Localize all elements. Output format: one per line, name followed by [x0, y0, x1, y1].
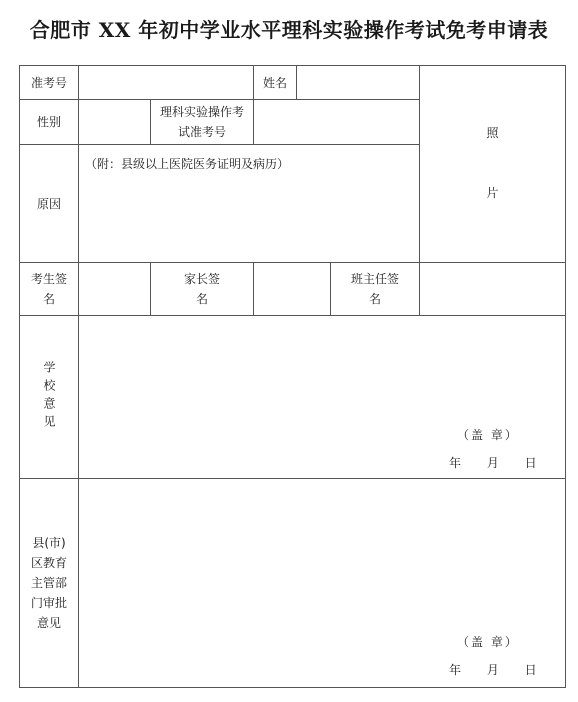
reason-label: 原因 [36, 196, 61, 211]
exam-no-field[interactable] [78, 65, 254, 100]
teacher-sign-field[interactable] [419, 262, 566, 316]
school-seal: （盖 章） [457, 428, 519, 442]
application-form-table [19, 65, 566, 688]
form-title: 合肥市 XX 年初中学业水平理科实验操作考试免考申请表 [29, 18, 549, 42]
district-opinion-field[interactable] [78, 478, 566, 688]
name-field[interactable] [296, 65, 420, 100]
district-date: 年 月 日 [449, 663, 537, 677]
student-sign-field[interactable] [78, 262, 151, 316]
lab-exam-no-field[interactable] [253, 99, 420, 145]
district-opinion-label: 县(市)区教育主管部门审批意见 [30, 536, 67, 630]
photo-label-1: 照 [486, 126, 499, 140]
parent-sign-label: 家长签名 [184, 272, 221, 306]
school-date: 年 月 日 [449, 456, 537, 470]
teacher-sign-label: 班主任签 名 [351, 272, 400, 306]
student-sign-label: 考生签名 [31, 272, 68, 306]
reason-note: （附：县级以上医院医务证明及病历） [85, 157, 290, 171]
photo-label-2: 片 [486, 186, 499, 200]
gender-label: 性别 [36, 115, 61, 129]
name-label: 姓名 [262, 75, 287, 90]
school-opinion-label: 学校意见 [42, 361, 56, 433]
parent-sign-field[interactable] [253, 262, 331, 316]
photo-area [419, 65, 566, 263]
exam-no-label: 准考号 [30, 75, 67, 90]
district-seal: （盖 章） [457, 635, 519, 649]
gender-field[interactable] [78, 99, 151, 145]
lab-exam-no-label: 理科实验操作考试准考号 [159, 105, 244, 139]
